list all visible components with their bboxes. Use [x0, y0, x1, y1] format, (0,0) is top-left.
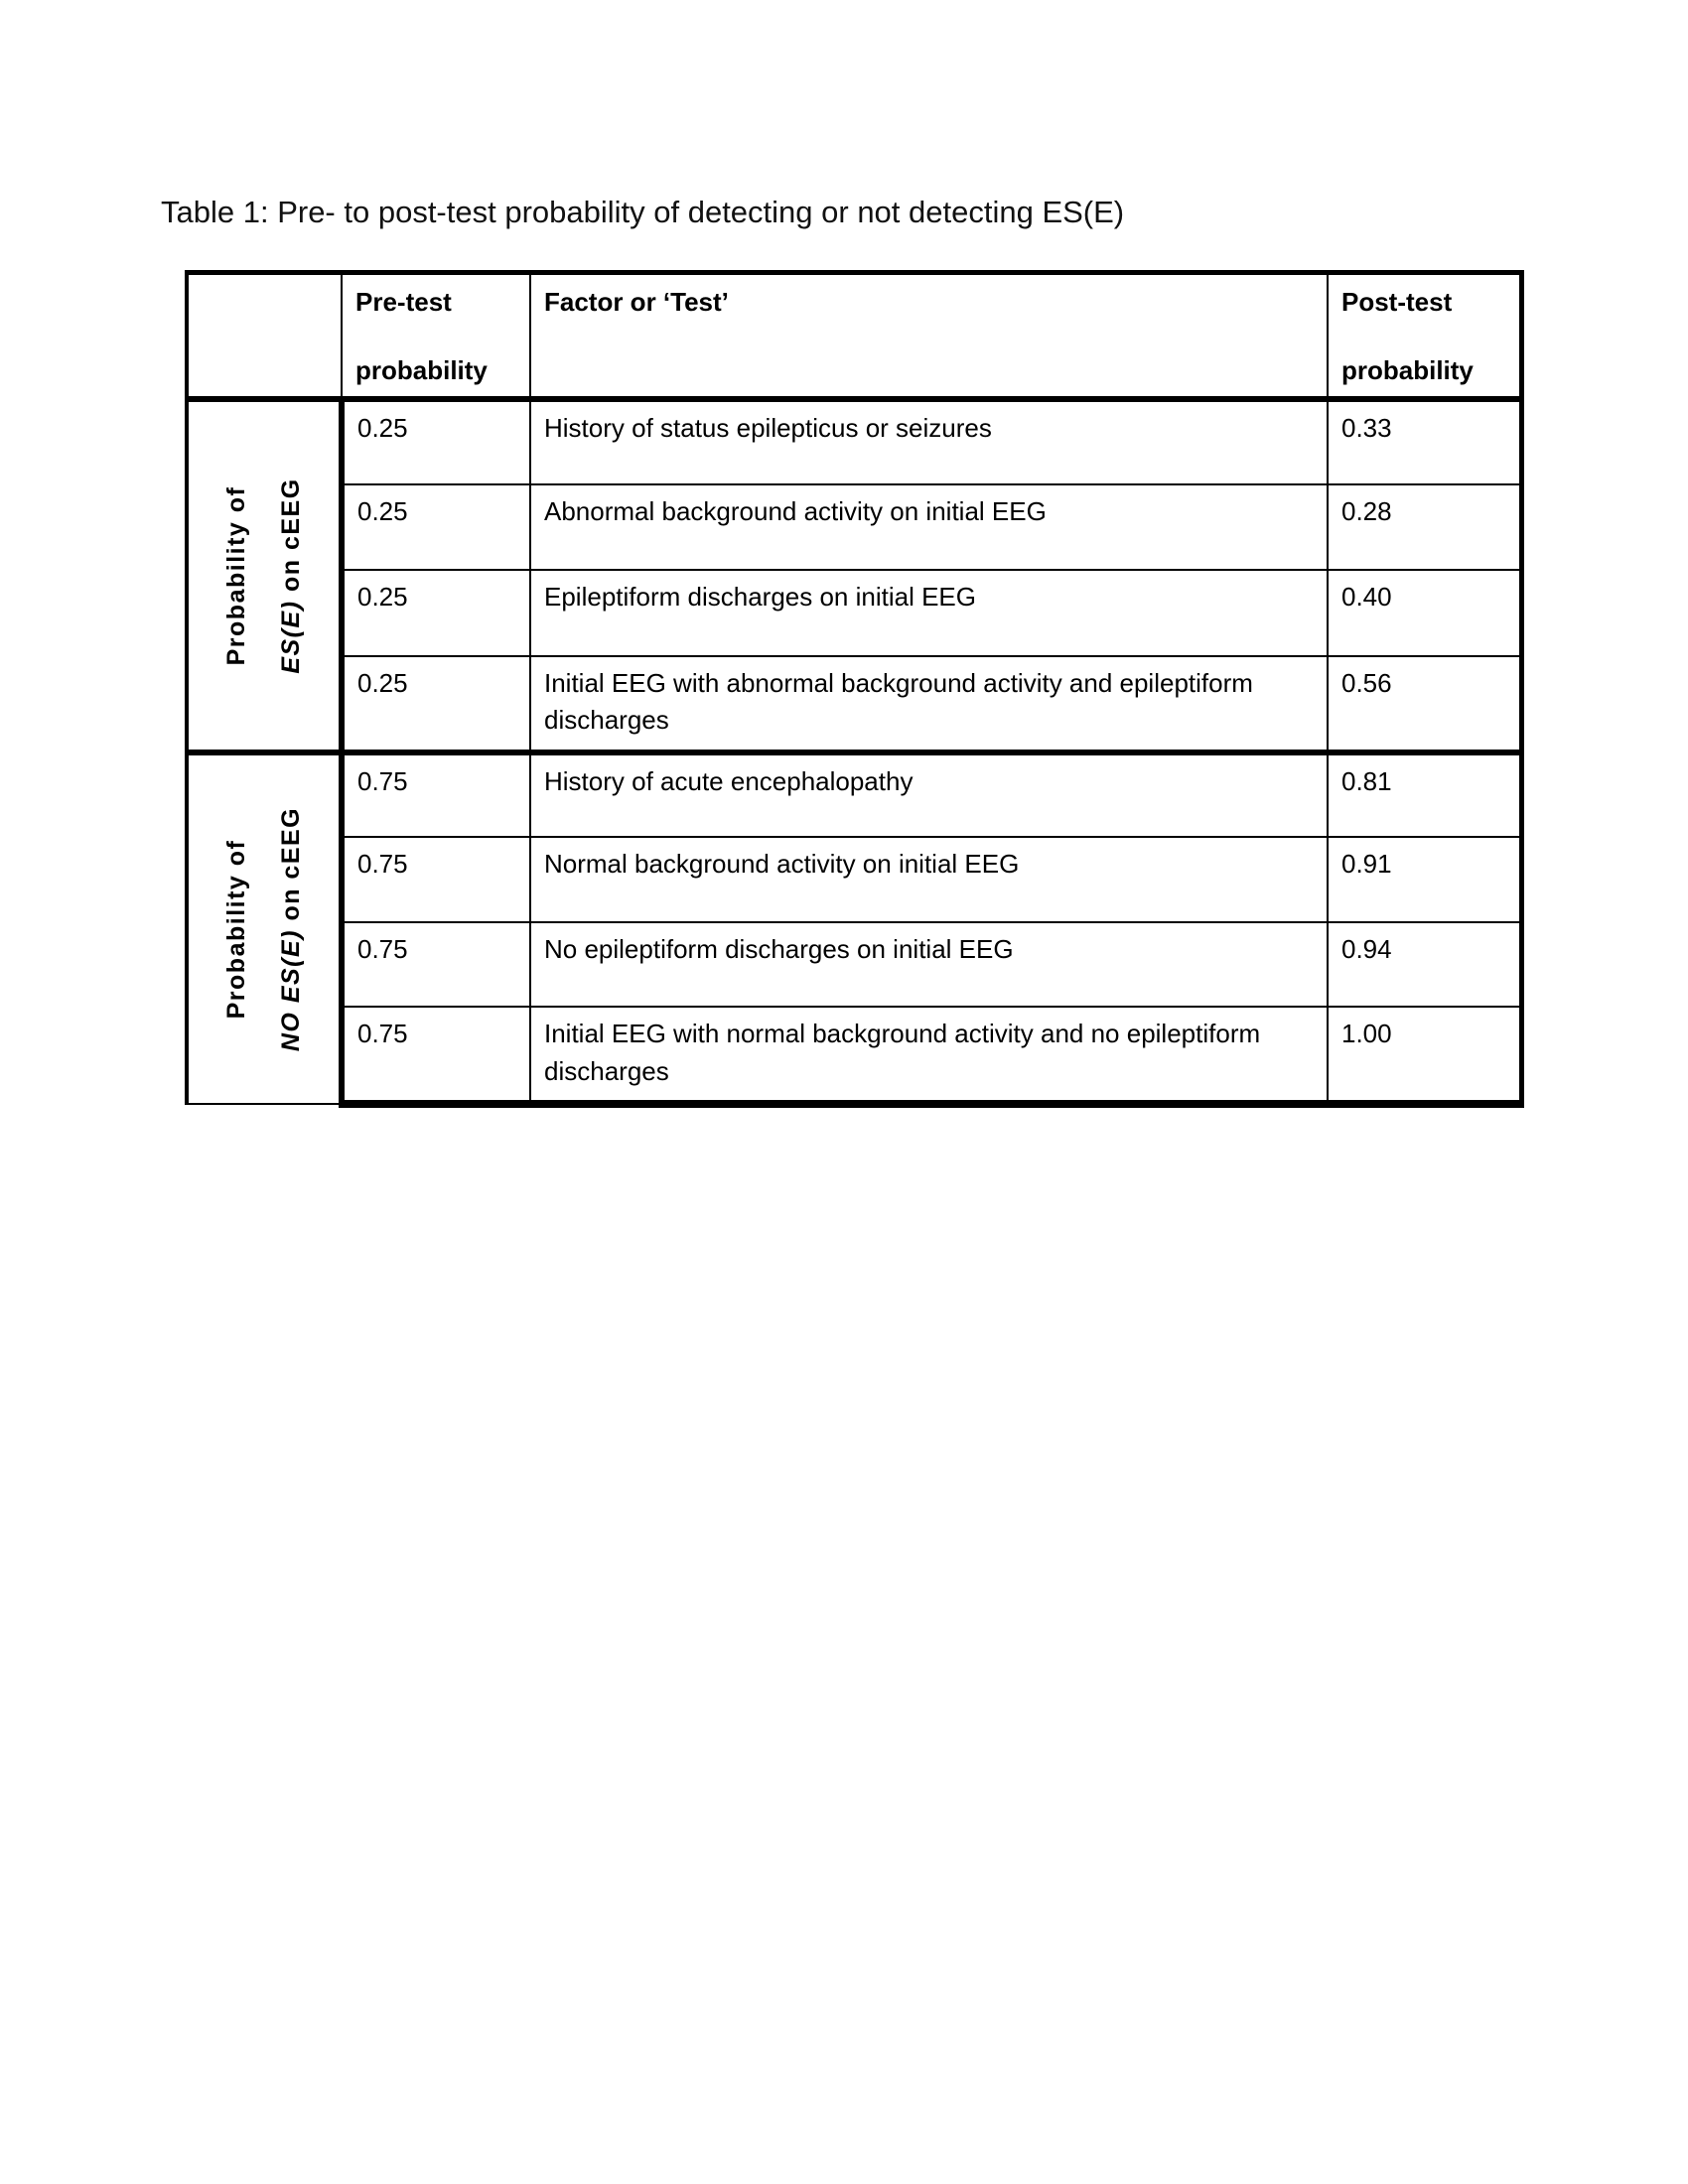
cell-pre-test: 0.75 [342, 752, 530, 838]
rotated-label-line2 [264, 806, 319, 1050]
cell-pre-test: 0.25 [342, 656, 530, 752]
table-row [187, 922, 1521, 1008]
header-empty-cell [187, 273, 342, 399]
table-row [187, 570, 1521, 655]
rotated-label-italic: ES(E) [276, 599, 305, 674]
cell-pre-test: 0.75 [342, 922, 530, 1008]
rotated-label-line1: Probability of [221, 485, 250, 665]
header-post-test-line2: probability [1341, 355, 1474, 385]
header-factor-or-test [530, 273, 1328, 399]
cell-factor: Epileptiform discharges on initial EEG [530, 570, 1328, 655]
header-pre-test-probability [342, 273, 530, 399]
rotated-label-italic: NO ES(E) [276, 928, 305, 1051]
row-group-label-es-e-on-ceeg [187, 399, 342, 752]
probability-table [185, 270, 1524, 1108]
rotated-label-rest: on cEEG [276, 477, 305, 600]
rotated-label-line1: Probability of [221, 839, 250, 1019]
cell-factor: Initial EEG with normal background activity and no epileptiform discharges [530, 1007, 1328, 1103]
cell-pre-test: 0.25 [342, 484, 530, 570]
cell-post-test: 0.56 [1328, 656, 1521, 752]
cell-factor: Abnormal background activity on initial EEG [530, 484, 1328, 570]
row-group-label-no-es-e-on-ceeg [187, 752, 342, 1104]
rotated-label-wrap [189, 402, 339, 750]
cell-pre-test: 0.75 [342, 837, 530, 922]
header-post-test-line1: Post-test [1341, 287, 1453, 317]
cell-post-test: 0.33 [1328, 399, 1521, 484]
rotated-label-rest: on cEEG [276, 806, 305, 929]
cell-factor: Normal background activity on initial EEG [530, 837, 1328, 922]
table-row [187, 837, 1521, 922]
rotated-label-line2 [264, 478, 319, 673]
header-row [187, 273, 1521, 399]
rotated-label-wrap [189, 755, 339, 1103]
table-row [187, 656, 1521, 752]
cell-post-test: 0.94 [1328, 922, 1521, 1008]
cell-pre-test: 0.25 [342, 399, 530, 484]
cell-factor: History of status epilepticus or seizures [530, 399, 1328, 484]
table-caption: Table 1: Pre- to post-test probability of detecting or not detecting ES(E) [161, 195, 1125, 229]
table-row [187, 484, 1521, 570]
header-pre-test-line1: Pre-test [355, 287, 452, 317]
header-factor-label: Factor or ‘Test’ [544, 287, 729, 317]
cell-post-test: 0.40 [1328, 570, 1521, 655]
cell-post-test: 1.00 [1328, 1007, 1521, 1103]
cell-factor: History of acute encephalopathy [530, 752, 1328, 838]
cell-pre-test: 0.25 [342, 570, 530, 655]
cell-post-test: 0.91 [1328, 837, 1521, 922]
cell-post-test: 0.28 [1328, 484, 1521, 570]
cell-factor: Initial EEG with abnormal background activity and epileptiform discharges [530, 656, 1328, 752]
header-pre-test-line2: probability [355, 355, 488, 385]
cell-pre-test: 0.75 [342, 1007, 530, 1103]
rotated-label [210, 806, 319, 1050]
rotated-label [210, 478, 319, 673]
table-row [187, 1007, 1521, 1103]
table-row [187, 752, 1521, 838]
table-row [187, 399, 1521, 484]
cell-factor: No epileptiform discharges on initial EEG [530, 922, 1328, 1008]
header-post-test-probability [1328, 273, 1521, 399]
cell-post-test: 0.81 [1328, 752, 1521, 838]
